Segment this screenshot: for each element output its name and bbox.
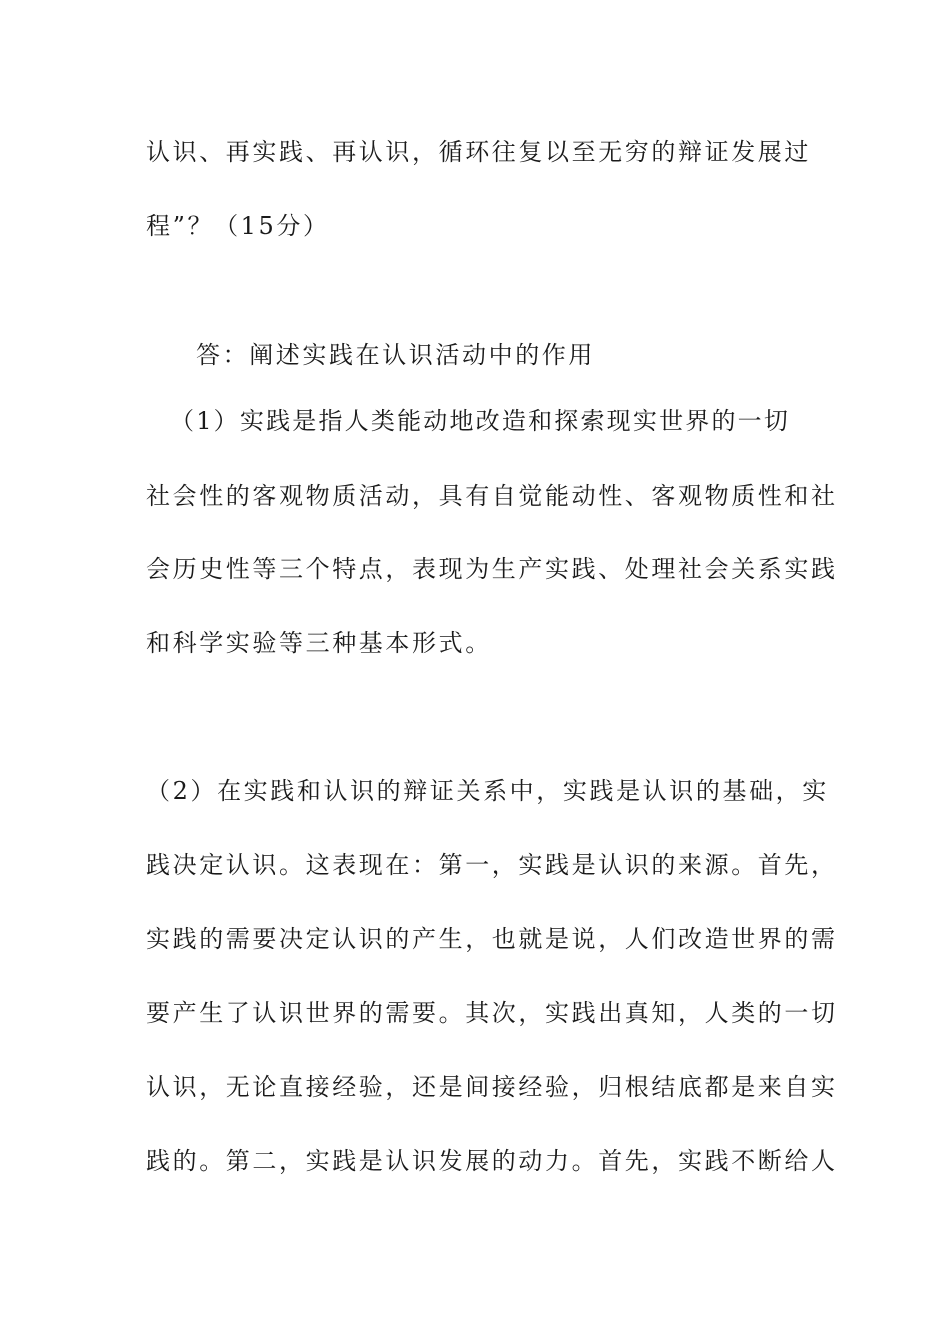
paragraph-2-line-6: 践的。第二，实践是认识发展的动力。首先，实践不断给人 bbox=[146, 1147, 838, 1175]
paragraph-2-line-1: （2）在实践和认识的辩证关系中，实践是认识的基础，实 bbox=[146, 777, 829, 805]
paragraph-2-line-5: 认识，无论直接经验，还是间接经验，归根结底都是来自实 bbox=[146, 1073, 838, 1101]
paragraph-2-line-3: 实践的需要决定认识的产生，也就是说，人们改造世界的需 bbox=[146, 925, 838, 953]
question-line-2: 程”？（15分） bbox=[146, 212, 330, 240]
paragraph-1-line-3: 会历史性等三个特点，表现为生产实践、处理社会关系实践 bbox=[146, 555, 838, 583]
paragraph-2-line-2: 践决定认识。这表现在：第一，实践是认识的来源。首先， bbox=[146, 851, 838, 879]
paragraph-2-line-4: 要产生了认识世界的需要。其次，实践出真知，人类的一切 bbox=[146, 999, 838, 1027]
paragraph-1-line-4: 和科学实验等三种基本形式。 bbox=[146, 629, 492, 657]
question-line-1: 认识、再实践、再认识，循环往复以至无穷的辩证发展过 bbox=[146, 138, 811, 166]
paragraph-1-line-1: （1）实践是指人类能动地改造和探索现实世界的一切 bbox=[170, 407, 791, 435]
paragraph-1-line-2: 社会性的客观物质活动，具有自觉能动性、客观物质性和社 bbox=[146, 482, 838, 510]
answer-heading: 答：阐述实践在认识活动中的作用 bbox=[196, 341, 595, 369]
